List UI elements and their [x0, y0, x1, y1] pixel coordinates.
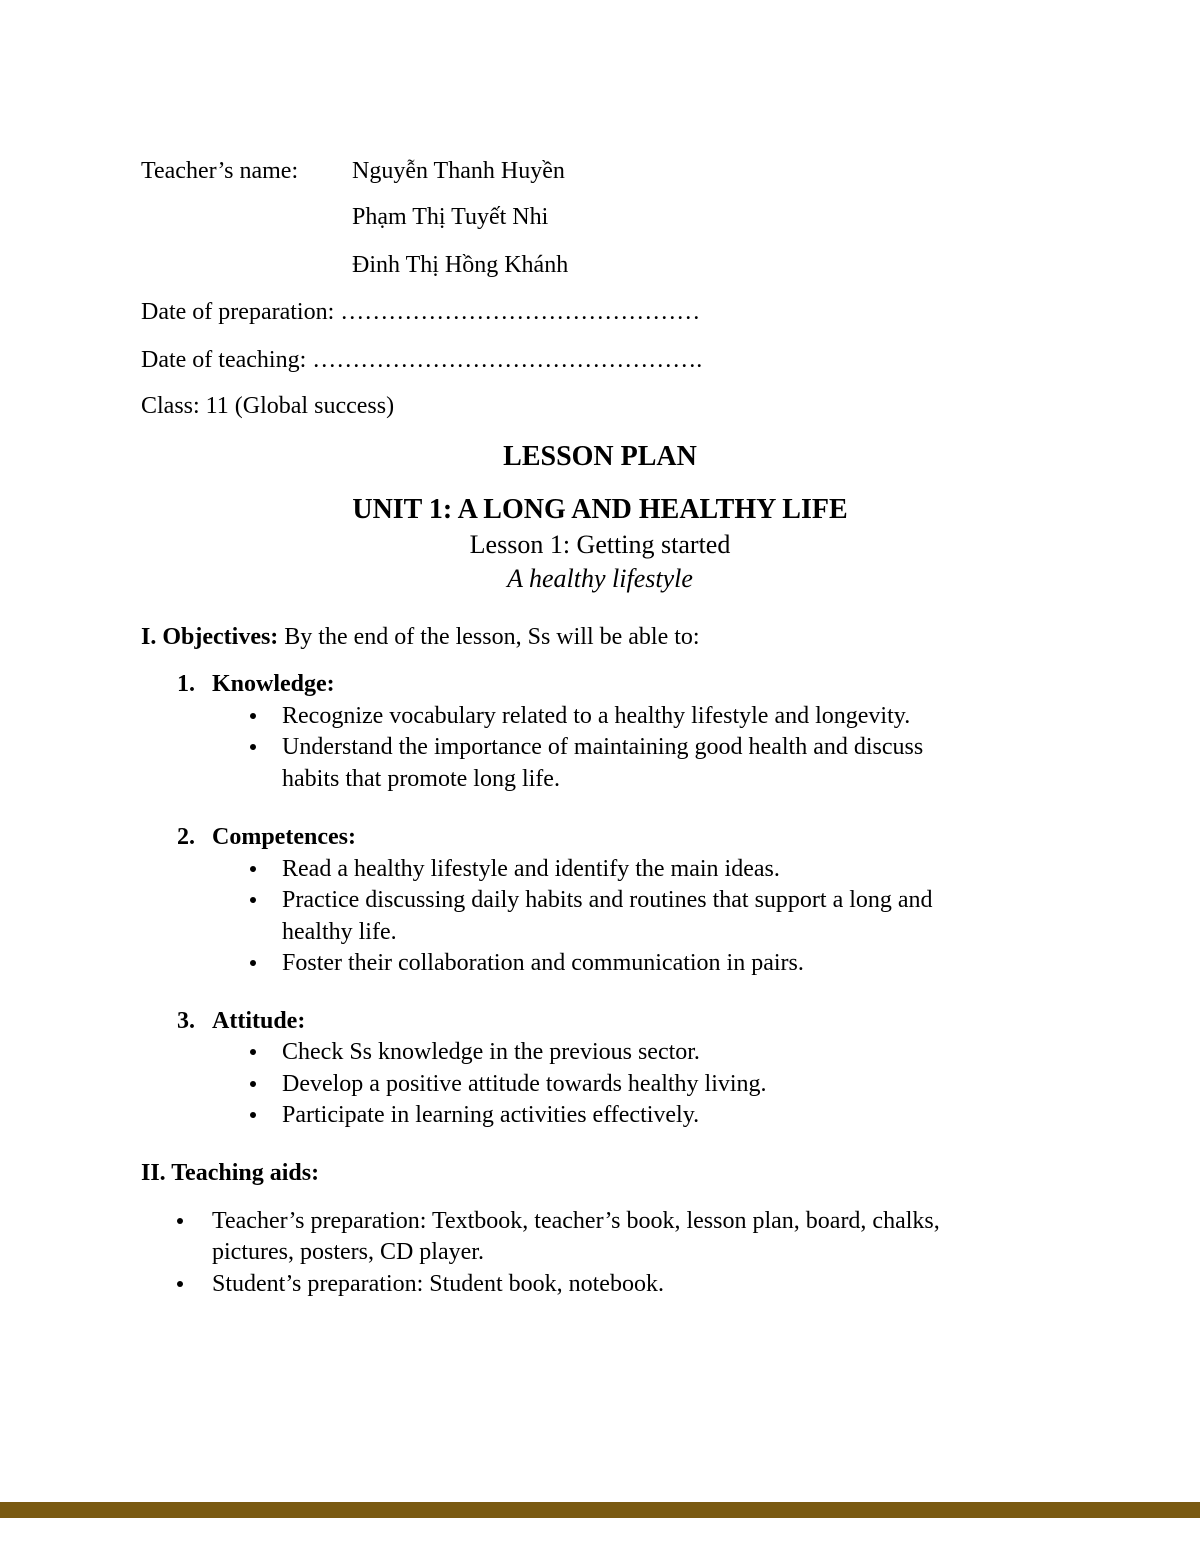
bullet-icon [250, 1049, 256, 1055]
objectives-intro: By the end of the lesson, Ss will be able to: [278, 624, 700, 650]
knowledge-heading: Knowledge: [212, 671, 335, 697]
bullet-icon [250, 1112, 256, 1118]
teaching-aids-item: Student’s preparation: Student book, notebook. [212, 1271, 664, 1297]
bullet-icon [250, 713, 256, 719]
preparation-date: Date of preparation: ……………………………………… [141, 299, 701, 325]
competences-item-continuation: healthy life. [282, 919, 397, 945]
knowledge-item: Understand the importance of maintaining good health and discuss [282, 734, 924, 760]
bullet-icon [250, 897, 256, 903]
teaching-aids-heading: II. Teaching aids: [141, 1160, 320, 1186]
knowledge-number: 1. [177, 671, 195, 697]
knowledge-item-continuation: habits that promote long life. [282, 766, 560, 792]
competences-item: Foster their collaboration and communication in pairs. [282, 950, 804, 976]
objectives-heading: I. Objectives: [141, 624, 279, 650]
teaching-date: Date of teaching: …………………………………………. [141, 347, 703, 373]
bullet-icon [250, 960, 256, 966]
teaching-aids-item-continuation: pictures, posters, CD player. [212, 1239, 484, 1265]
attitude-item: Check Ss knowledge in the previous sector. [282, 1039, 700, 1065]
teacher-name-1: Nguyễn Thanh Huyền [352, 158, 565, 184]
attitude-item: Participate in learning activities effectively. [282, 1102, 700, 1128]
attitude-heading: Attitude: [212, 1008, 306, 1034]
lesson-topic: A healthy lifestyle [507, 564, 693, 593]
teacher-name-2: Phạm Thị Tuyết Nhi [352, 204, 549, 230]
competences-item: Practice discussing daily habits and routines that support a long and [282, 887, 933, 913]
attitude-item: Develop a positive attitude towards healthy living. [282, 1071, 767, 1097]
teaching-aids-item: Teacher’s preparation: Textbook, teacher’s book, lesson plan, board, chalks, [212, 1208, 940, 1234]
competences-heading: Competences: [212, 824, 356, 850]
bullet-icon [250, 866, 256, 872]
bullet-icon [250, 1081, 256, 1087]
teacher-name-3: Đinh Thị Hồng Khánh [352, 252, 569, 278]
lesson-title: Lesson 1: Getting started [469, 530, 731, 559]
attitude-number: 3. [177, 1008, 195, 1034]
teacher-name-label: Teacher’s name: [141, 158, 299, 184]
bullet-icon [250, 744, 256, 750]
class-info: Class: 11 (Global success) [141, 393, 395, 419]
footer-bar [0, 1502, 1200, 1518]
objectives-line [141, 622, 700, 653]
competences-item: Read a healthy lifestyle and identify the main ideas. [282, 856, 780, 882]
lesson-plan-title: LESSON PLAN [503, 441, 697, 472]
bullet-icon [177, 1218, 183, 1224]
competences-number: 2. [177, 824, 195, 850]
bullet-icon [177, 1281, 183, 1287]
unit-title: UNIT 1: A LONG AND HEALTHY LIFE [352, 494, 848, 525]
knowledge-item: Recognize vocabulary related to a healthy lifestyle and longevity. [282, 703, 911, 729]
